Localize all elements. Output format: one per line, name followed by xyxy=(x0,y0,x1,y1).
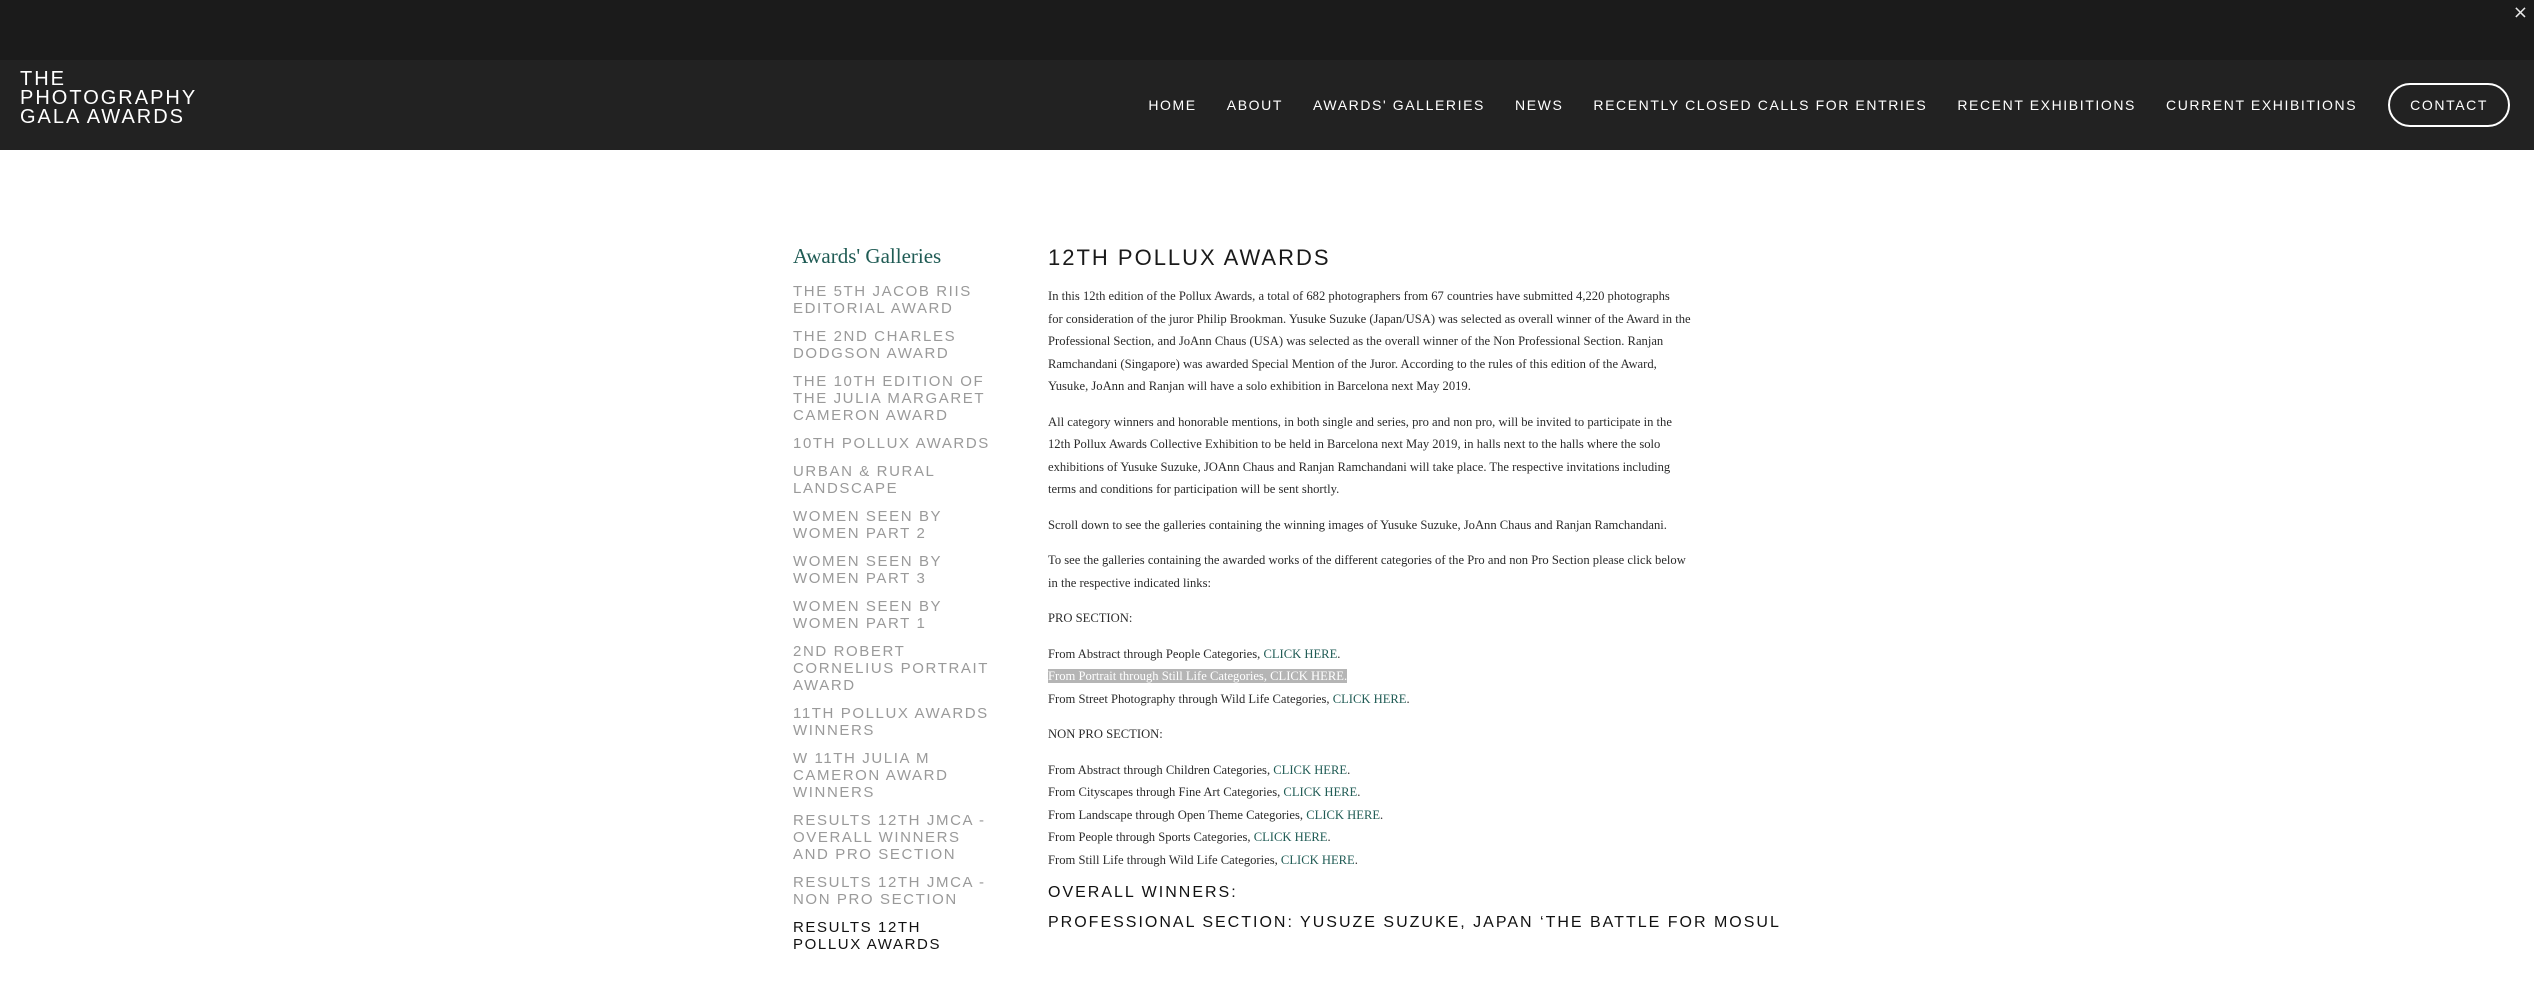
nonpro-links-list xyxy=(1048,759,1758,872)
click-here-link[interactable]: CLICK HERE xyxy=(1280,852,1355,867)
sidebar-item-jacob-riis[interactable]: THE 5TH JACOB RIIS EDITORIAL AWARD xyxy=(793,283,972,317)
text-line: To see the galleries containing the awarded works of the different categories of the Pro and non Pro Section please click below xyxy=(1048,553,1686,567)
site-logo[interactable] xyxy=(20,70,197,127)
site-header xyxy=(0,60,2534,150)
click-here-link[interactable]: CLICK HERE xyxy=(1270,669,1344,683)
link-row-text: From Abstract through People Categories, xyxy=(1048,646,1264,661)
sidebar-title: Awards' Galleries xyxy=(793,244,942,268)
nonpro-link-row xyxy=(1048,781,1758,804)
logo-line-1: THE xyxy=(20,68,66,90)
text-line: 12th Pollux Awards Collective Exhibition to be held in Barcelona next May 2019, in halls next to the halls where the solo xyxy=(1048,437,1661,451)
intro-paragraph xyxy=(1048,285,1758,398)
link-row-end: . xyxy=(1357,785,1361,799)
contact-button[interactable]: CONTACT xyxy=(2388,83,2510,127)
link-row-end: . xyxy=(1380,807,1384,822)
sidebar-item-10th-pollux[interactable]: 10TH POLLUX AWARDS xyxy=(793,435,990,452)
link-row-text: From Portrait through Still Life Categories, xyxy=(1048,669,1271,683)
click-here-link[interactable]: CLICK HERE xyxy=(1273,762,1348,777)
sidebar-item-12th-jmca-pro[interactable]: RESULTS 12TH JMCA - OVERALL WINNERS AND PRO SECTION xyxy=(793,812,986,863)
text-line: Scroll down to see the galleries containing the winning images of Yusuke Suzuke, JoAnn Chaus and Ranjan Ramchandani. xyxy=(1048,517,1667,532)
sidebar-item-11th-pollux[interactable]: 11TH POLLUX AWARDS WINNERS xyxy=(793,705,989,739)
nonpro-link-row xyxy=(1048,759,1758,782)
professional-section-heading: PROFESSIONAL SECTION: YUSUZE SUZUKE, JAPAN ‘THE BATTLE FOR MOSUL xyxy=(1048,914,1781,931)
text-line: All category winners and honorable mentions, in both single and series, pro and non pro, will be invited to participate in the xyxy=(1048,414,1672,429)
text-line: in the respective indicated links: xyxy=(1048,575,1211,590)
pro-link-row-selected xyxy=(1048,665,1758,688)
nav-current-exhibitions[interactable]: CURRENT EXHIBITIONS xyxy=(2166,97,2358,113)
text-line: for consideration of the juror Philip Brookman. Yusuke Suzuke (Japan/USA) was selected as overall winner of the Award in the xyxy=(1048,311,1691,326)
logo-line-3: GALA AWARDS xyxy=(20,106,186,128)
nav-awards-galleries[interactable]: AWARDS' GALLERIES xyxy=(1312,97,1485,113)
exhibition-paragraph xyxy=(1048,411,1758,501)
link-row-text: From Abstract through Children Categories, xyxy=(1048,762,1274,777)
link-row-text: From Still Life through Wild Life Categories, xyxy=(1048,852,1281,867)
close-icon[interactable]: × xyxy=(2512,2,2528,23)
nonpro-link-row xyxy=(1048,804,1758,827)
sidebar-item-women-part-1[interactable]: WOMEN SEEN BY WOMEN PART 1 xyxy=(793,598,942,632)
sidebar xyxy=(793,244,993,964)
click-here-link[interactable]: CLICK HERE xyxy=(1253,830,1328,844)
link-row-text: From Landscape through Open Theme Categories, xyxy=(1048,807,1307,822)
sidebar-item-robert-cornelius[interactable]: 2ND ROBERT CORNELIUS PORTRAIT AWARD xyxy=(793,643,989,694)
sidebar-item-women-part-3[interactable]: WOMEN SEEN BY WOMEN PART 3 xyxy=(793,553,942,587)
nonpro-link-row xyxy=(1048,849,1758,872)
link-row-end: . xyxy=(1337,646,1341,661)
click-here-link[interactable]: CLICK HERE xyxy=(1283,785,1358,799)
sidebar-item-charles-dodgson[interactable]: THE 2ND CHARLES DODGSON AWARD xyxy=(793,328,957,362)
nav-news[interactable]: NEWS xyxy=(1514,97,1564,113)
sidebar-item-12th-pollux-active[interactable]: RESULTS 12TH POLLUX AWARDS xyxy=(793,919,942,953)
link-row-end: . xyxy=(1406,691,1410,706)
overall-winners-heading: OVERALL WINNERS: xyxy=(1048,884,1238,901)
nonpro-link-row xyxy=(1048,826,1758,849)
click-here-link[interactable]: CLICK HERE xyxy=(1263,646,1338,661)
pro-links-list xyxy=(1048,643,1758,711)
link-row-text: From People through Sports Categories, xyxy=(1048,830,1254,844)
sidebar-item-women-part-2[interactable]: WOMEN SEEN BY WOMEN PART 2 xyxy=(793,508,942,542)
pro-link-row xyxy=(1048,643,1758,666)
pro-section-label xyxy=(1048,607,1758,630)
section-label: PRO SECTION: xyxy=(1048,611,1133,625)
link-row-end: . xyxy=(1347,762,1351,777)
browser-top-strip xyxy=(0,0,2534,60)
click-here-link[interactable]: CLICK HERE xyxy=(1306,807,1381,822)
galleries-paragraph xyxy=(1048,549,1758,594)
text-line: Yusuke, JoAnn and Ranjan will have a solo exhibition in Barcelona next May 2019. xyxy=(1048,379,1471,393)
sidebar-item-12th-jmca-non-pro[interactable]: RESULTS 12TH JMCA - NON PRO SECTION xyxy=(793,874,986,908)
text-line: terms and conditions for participation will be sent shortly. xyxy=(1048,482,1340,496)
click-here-link[interactable]: CLICK HERE xyxy=(1332,691,1407,706)
page-title: 12TH POLLUX AWARDS xyxy=(1048,245,1331,270)
link-row-text: From Street Photography through Wild Life Categories, xyxy=(1048,691,1333,706)
scroll-paragraph xyxy=(1048,514,1758,537)
text-line: Ramchandani (Singapore) was awarded Special Mention of the Juror. According to the rules of this edition of the Award, xyxy=(1048,356,1657,371)
link-row-end: . xyxy=(1354,852,1358,867)
nav-recent-exhibitions[interactable]: RECENT EXHIBITIONS xyxy=(1957,97,2136,113)
sidebar-item-julia-margaret-cameron-10th[interactable]: THE 10TH EDITION OF THE JULIA MARGARET CAMERON AWARD xyxy=(793,373,985,424)
main-content xyxy=(1048,245,1781,944)
nav-home[interactable]: HOME xyxy=(1148,97,1197,113)
text-line: In this 12th edition of the Pollux Awards, a total of 682 photographers from 67 countries have submitted 4,220 photographs xyxy=(1048,289,1670,303)
section-label: NON PRO SECTION: xyxy=(1048,727,1163,741)
main-nav xyxy=(1148,60,2534,150)
text-selection xyxy=(1048,669,1347,683)
nonpro-section-label xyxy=(1048,723,1758,746)
logo-line-2: PHOTOGRAPHY xyxy=(20,87,198,109)
text-line: exhibitions of Yusuke Suzuke, JOAnn Chaus and Ranjan Ramchandani will take place. The respective invitations including xyxy=(1048,459,1671,474)
link-row-end: . xyxy=(1327,830,1331,844)
text-line: Professional Section, and JoAnn Chaus (USA) was selected as the overall winner of the Non Professional Section. Ranjan xyxy=(1048,334,1664,348)
link-row-end: . xyxy=(1343,669,1348,683)
link-row-text: From Cityscapes through Fine Art Categories, xyxy=(1048,785,1284,799)
nav-about[interactable]: ABOUT xyxy=(1226,97,1283,113)
pro-link-row xyxy=(1048,688,1758,711)
nav-recently-closed-calls[interactable]: RECENTLY CLOSED CALLS FOR ENTRIES xyxy=(1593,97,1928,113)
sidebar-item-urban-rural[interactable]: URBAN & RURAL LANDSCAPE xyxy=(793,463,935,497)
sidebar-item-11th-julia-cameron[interactable]: W 11TH JULIA M CAMERON AWARD WINNERS xyxy=(793,750,949,801)
